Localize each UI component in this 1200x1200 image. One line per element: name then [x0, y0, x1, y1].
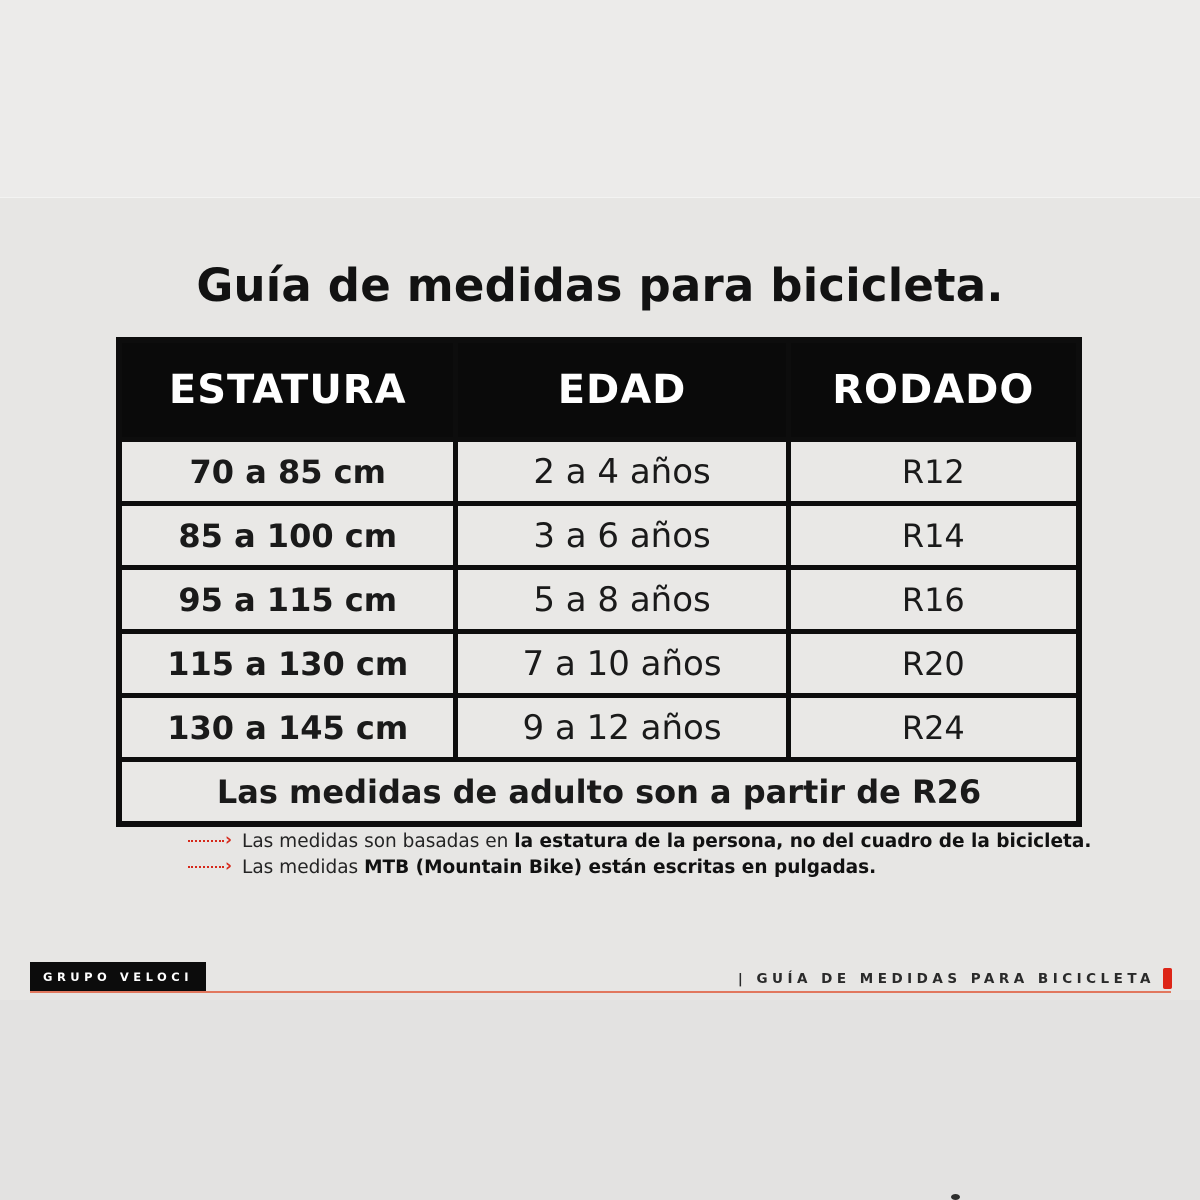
cell-estatura: 70 a 85 cm [119, 440, 456, 504]
column-header-rodado: RODADO [788, 340, 1079, 440]
table-footer-row [119, 760, 1079, 825]
cell-estatura: 85 a 100 cm [119, 504, 456, 568]
cell-rodado: R16 [788, 568, 1079, 632]
table-row [119, 568, 1079, 632]
note-text [242, 831, 1091, 852]
cell-edad: 9 a 12 años [456, 696, 788, 760]
cell-edad: 2 a 4 años [456, 440, 788, 504]
note-bold-text: la estatura de la persona, no del cuadro de la bicicleta. [514, 830, 1092, 852]
note-bold-text: MTB (Mountain Bike) están escritas en pulgadas. [364, 856, 877, 878]
column-header-edad: EDAD [456, 340, 788, 440]
note-text [242, 857, 876, 878]
column-header-estatura: ESTATURA [119, 340, 456, 440]
table-header-row [119, 340, 1079, 440]
brand-badge: GRUPO VELOCI [30, 962, 206, 991]
arrow-right-icon: › [225, 855, 233, 876]
adult-sizes-note: Las medidas de adulto son a partir de R26 [119, 760, 1079, 825]
cell-rodado: R24 [788, 696, 1079, 760]
table-row [119, 440, 1079, 504]
cell-estatura: 115 a 130 cm [119, 632, 456, 696]
note-line [188, 828, 1091, 854]
page-title: Guía de medidas para bicicleta. [196, 259, 1004, 312]
cropped-text-artifact [951, 1194, 960, 1200]
arrow-right-icon: › [225, 829, 233, 850]
footer-accent-line [30, 991, 1171, 993]
note-line [188, 854, 1091, 880]
cell-estatura: 95 a 115 cm [119, 568, 456, 632]
cell-estatura: 130 a 145 cm [119, 696, 456, 760]
cell-rodado: R20 [788, 632, 1079, 696]
size-guide-table [116, 337, 1082, 827]
cell-edad: 5 a 8 años [456, 568, 788, 632]
note-regular-text: Las medidas [242, 856, 365, 878]
red-block-icon [1163, 968, 1172, 989]
table-row [119, 632, 1079, 696]
dotted-leader-icon [188, 840, 224, 842]
top-background-band [0, 0, 1200, 198]
dotted-leader-icon [188, 866, 224, 868]
footer-caption [738, 968, 1172, 989]
notes-section [188, 828, 1091, 880]
cell-rodado: R14 [788, 504, 1079, 568]
cell-edad: 7 a 10 años [456, 632, 788, 696]
note-regular-text: Las medidas son basadas en [242, 830, 515, 852]
cell-rodado: R12 [788, 440, 1079, 504]
table-row [119, 696, 1079, 760]
bottom-background-band [0, 1000, 1200, 1200]
footer-caption-text: | GUÍA DE MEDIDAS PARA BICICLETA [737, 970, 1155, 987]
table-row [119, 504, 1079, 568]
cell-edad: 3 a 6 años [456, 504, 788, 568]
